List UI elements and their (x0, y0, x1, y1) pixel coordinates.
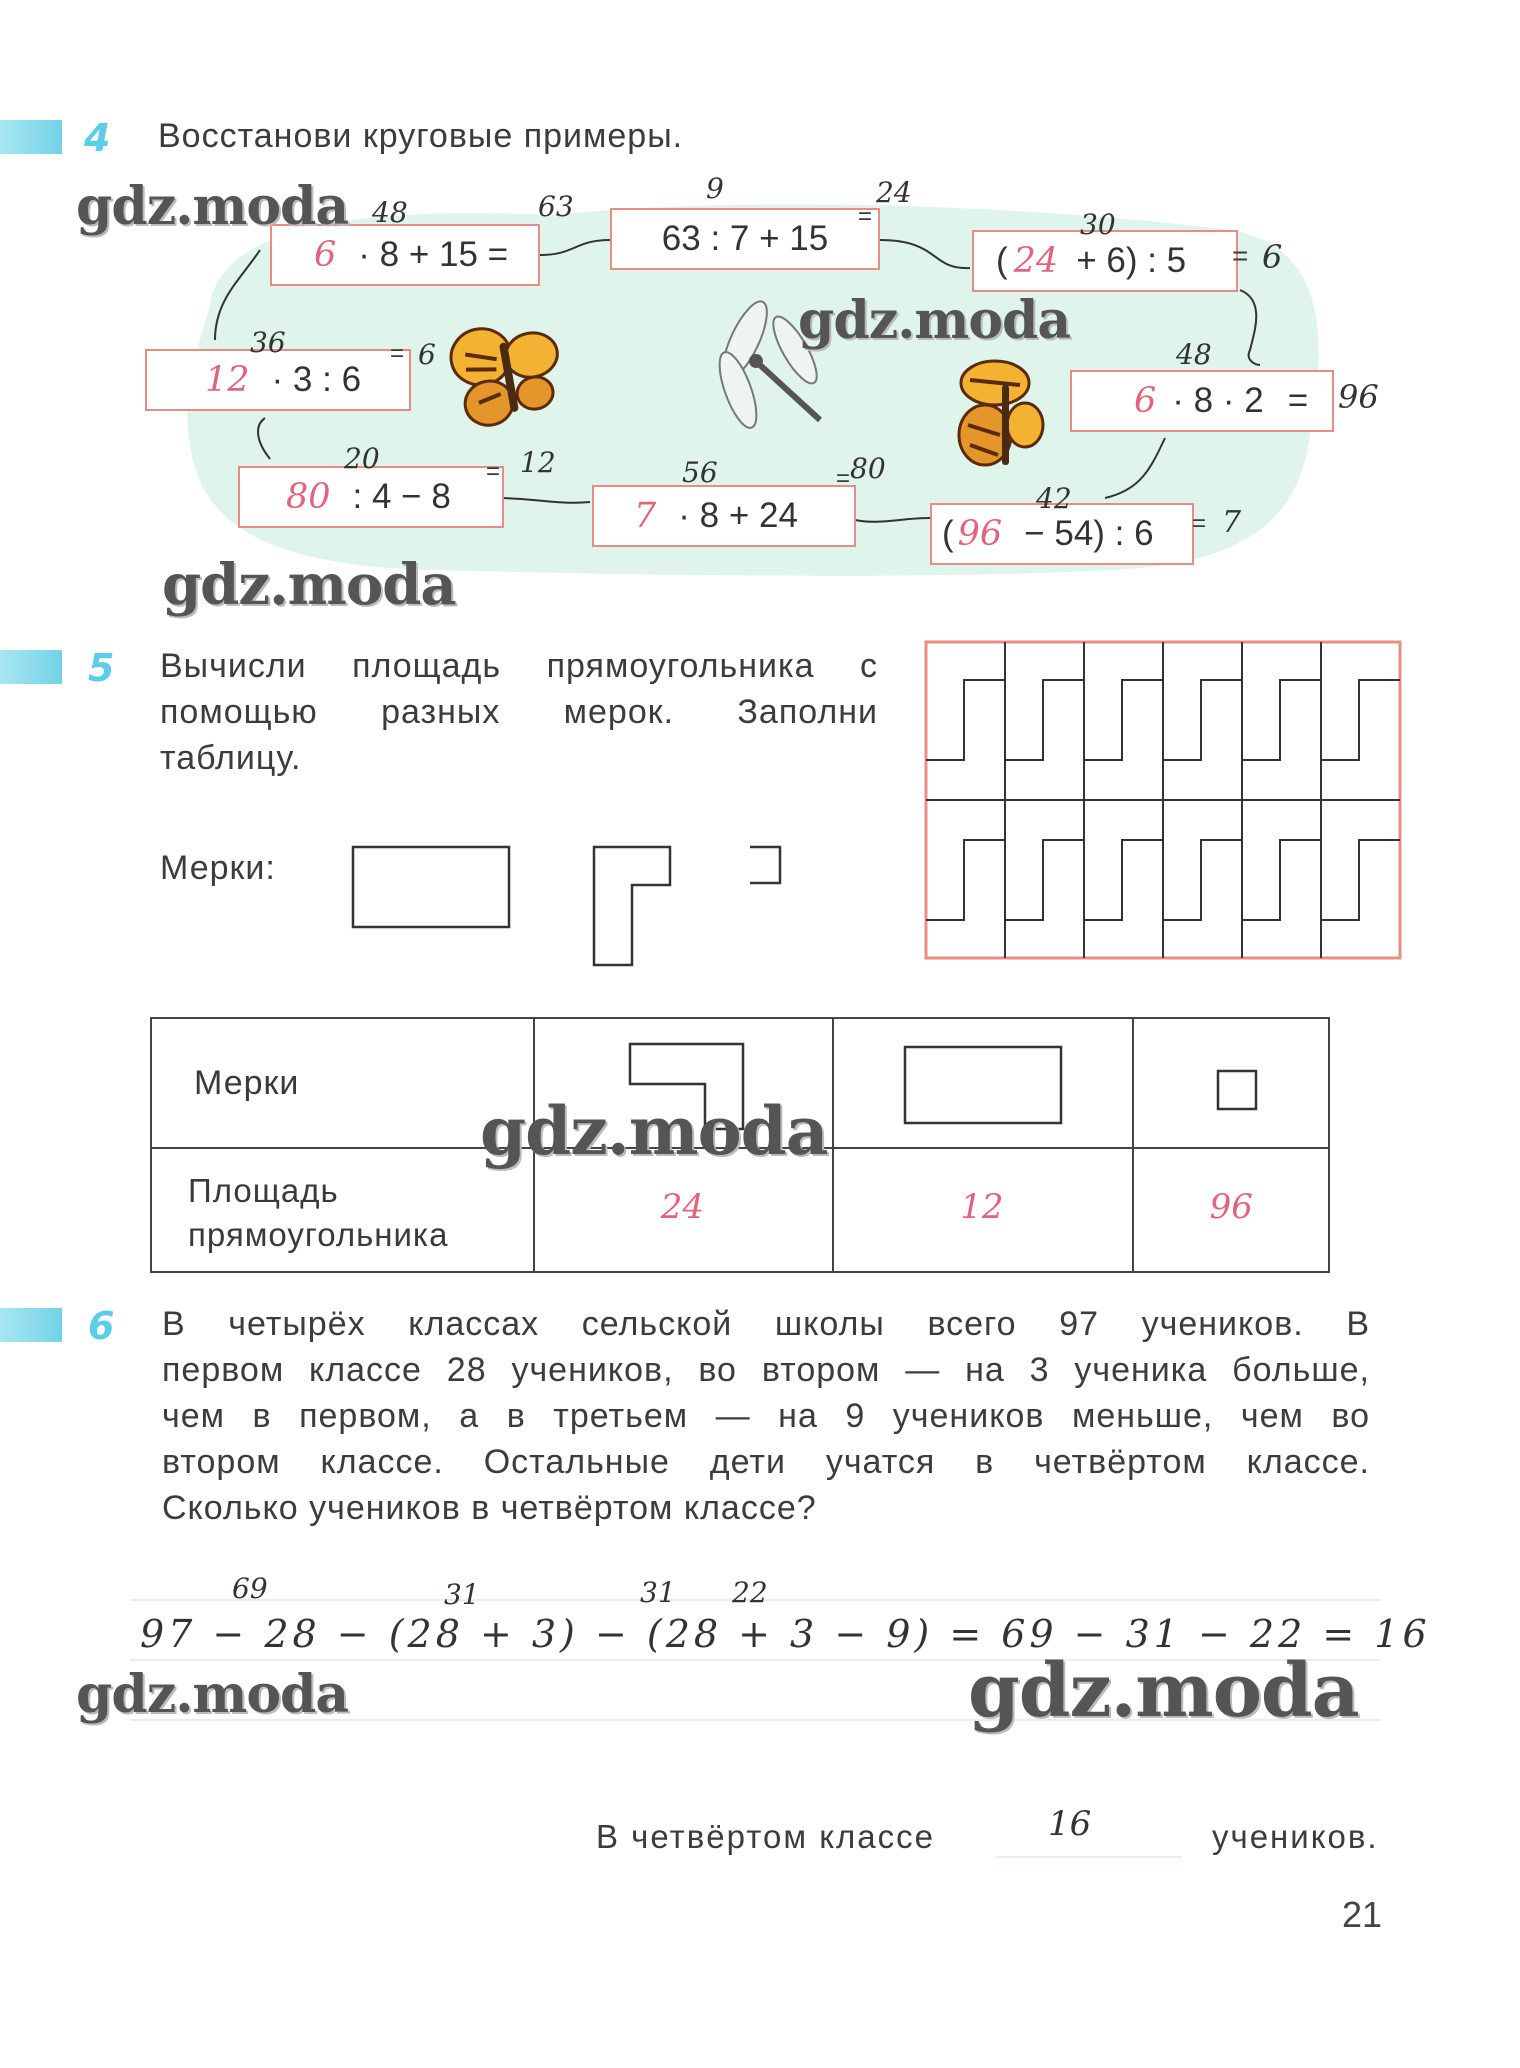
measure-shapes (350, 835, 800, 975)
task-4-number: 4 (84, 116, 111, 160)
butterfly-illustration-left (440, 318, 570, 438)
solution-expression: 97 − 28 − (28 + 3) − (28 + 3 − 9) = 69 − 31 − 22 = 16 (140, 1612, 1431, 1656)
task-6-line-5: Сколько учеников в четвёртом классе? (162, 1489, 817, 1527)
task-6-number: 6 (88, 1304, 115, 1348)
example-3-expr: + 6) : 5 (1076, 241, 1187, 280)
example-6-box (592, 485, 856, 547)
table-cell-area-2: 12 (833, 1148, 1132, 1272)
butterfly-illustration-right (950, 355, 1050, 475)
example-2-box (610, 208, 880, 270)
example-2-expr: 63 : 7 + 15 (661, 219, 829, 258)
task-6-line-2: первом классе 28 учеников, во втором — на 3 ученика больше, (162, 1351, 1370, 1389)
rectangle-grid-figure (924, 640, 1404, 960)
watermark: gdz.moda (162, 552, 456, 618)
example-8-answer: 12 (205, 360, 250, 400)
watermark: gdz.moda (968, 1648, 1359, 1734)
example-6-right: 80 (850, 452, 886, 485)
merki-label: Мерки: (160, 849, 276, 887)
table-square-icon (1216, 1069, 1261, 1114)
example-6-expr: · 8 + 24 (678, 496, 798, 535)
example-5-right: 7 (1222, 505, 1242, 540)
answer-value: 16 (1048, 1804, 1092, 1844)
example-7-answer: 80 (286, 477, 331, 517)
solution-note-3: 31 (640, 1576, 676, 1609)
task-5-line-3: таблицу. (160, 739, 302, 777)
example-3-answer: 24 (1013, 241, 1059, 281)
task-5-line-2: помощью разных мерок. Заполни (160, 693, 878, 731)
example-4-expr: · 8 · 2 (1172, 381, 1264, 420)
answer-suffix: учеников. (1212, 1818, 1379, 1855)
example-3-open: ( (996, 241, 1008, 280)
solution-note-1: 69 (232, 1572, 268, 1605)
measure-square-shape (750, 847, 780, 883)
example-5-expr: − 54) : 6 (1024, 514, 1154, 553)
measure-l-shape (594, 847, 670, 965)
example-4-answer: 6 (1134, 381, 1157, 421)
example-7-above: 20 (344, 442, 380, 475)
example-3-right: 6 (1262, 238, 1283, 276)
table-cell-area-3: 96 (1133, 1148, 1329, 1272)
example-7-box (238, 466, 504, 528)
task-6-line-3: чем в первом, а в третьем — на 9 учеников меньше, чем во (162, 1397, 1370, 1435)
table-cell-square (1133, 1018, 1329, 1148)
table-cell-area-1: 24 (534, 1148, 833, 1272)
example-7-right: 12 (520, 446, 556, 479)
example-5-open: ( (942, 514, 954, 553)
answer-prefix: В четвёртом классе (596, 1818, 935, 1855)
example-6-answer: 7 (634, 496, 657, 536)
example-3-above: 30 (1080, 208, 1116, 241)
task-5-tab-marker (0, 650, 62, 684)
watermark: gdz.moda (76, 176, 349, 237)
table-cell-area-label: Площадь прямоугольника (151, 1148, 534, 1272)
example-6-above: 56 (682, 456, 718, 489)
example-4-above: 48 (1176, 338, 1212, 371)
task-6-line-4: втором классе. Остальные дети учатся в четвёртом классе. (162, 1443, 1370, 1481)
solution-note-4: 22 (732, 1576, 768, 1609)
example-1-right: 63 (538, 190, 574, 223)
watermark: gdz.moda (480, 1092, 828, 1170)
table-rectangle-icon (902, 1044, 1072, 1134)
task-4-title: Восстанови круговые примеры. (158, 117, 684, 155)
watermark: gdz.moda (76, 1664, 349, 1725)
example-7-expr: : 4 − 8 (352, 477, 451, 516)
task-6-line-1: В четырёх классах сельской школы всего 97 учеников. В (162, 1305, 1370, 1343)
page-number: 21 (1342, 1894, 1383, 1935)
solution-note-2: 31 (444, 1578, 480, 1611)
measure-rectangle-shape (353, 847, 509, 927)
example-4-box: 6 · 8 · 2 = (1070, 370, 1334, 432)
example-5-above: 42 (1036, 482, 1072, 515)
example-5-answer: 96 (957, 514, 1003, 554)
answer-line (996, 1856, 1182, 1858)
example-8-above: 36 (250, 326, 286, 359)
task-5-number: 5 (88, 646, 115, 690)
example-1-answer: 6 (314, 235, 337, 275)
task-6-tab-marker (0, 1308, 62, 1342)
example-4-right: 96 (1338, 378, 1379, 416)
example-8-right: 6 (418, 338, 436, 371)
watermark: gdz.moda (798, 290, 1071, 351)
example-2-right: 24 (876, 176, 912, 209)
table-cell-merki-label: Мерки (151, 1018, 534, 1148)
example-1-expr: · 8 + 15 = (358, 235, 509, 274)
example-2-above: 9 (706, 172, 724, 205)
table-cell-rectangle (833, 1018, 1132, 1148)
example-8-expr: · 3 : 6 (271, 360, 362, 399)
example-1-above: 48 (372, 196, 408, 229)
task-5-line-1: Вычисли площадь прямоугольника с (160, 647, 878, 685)
